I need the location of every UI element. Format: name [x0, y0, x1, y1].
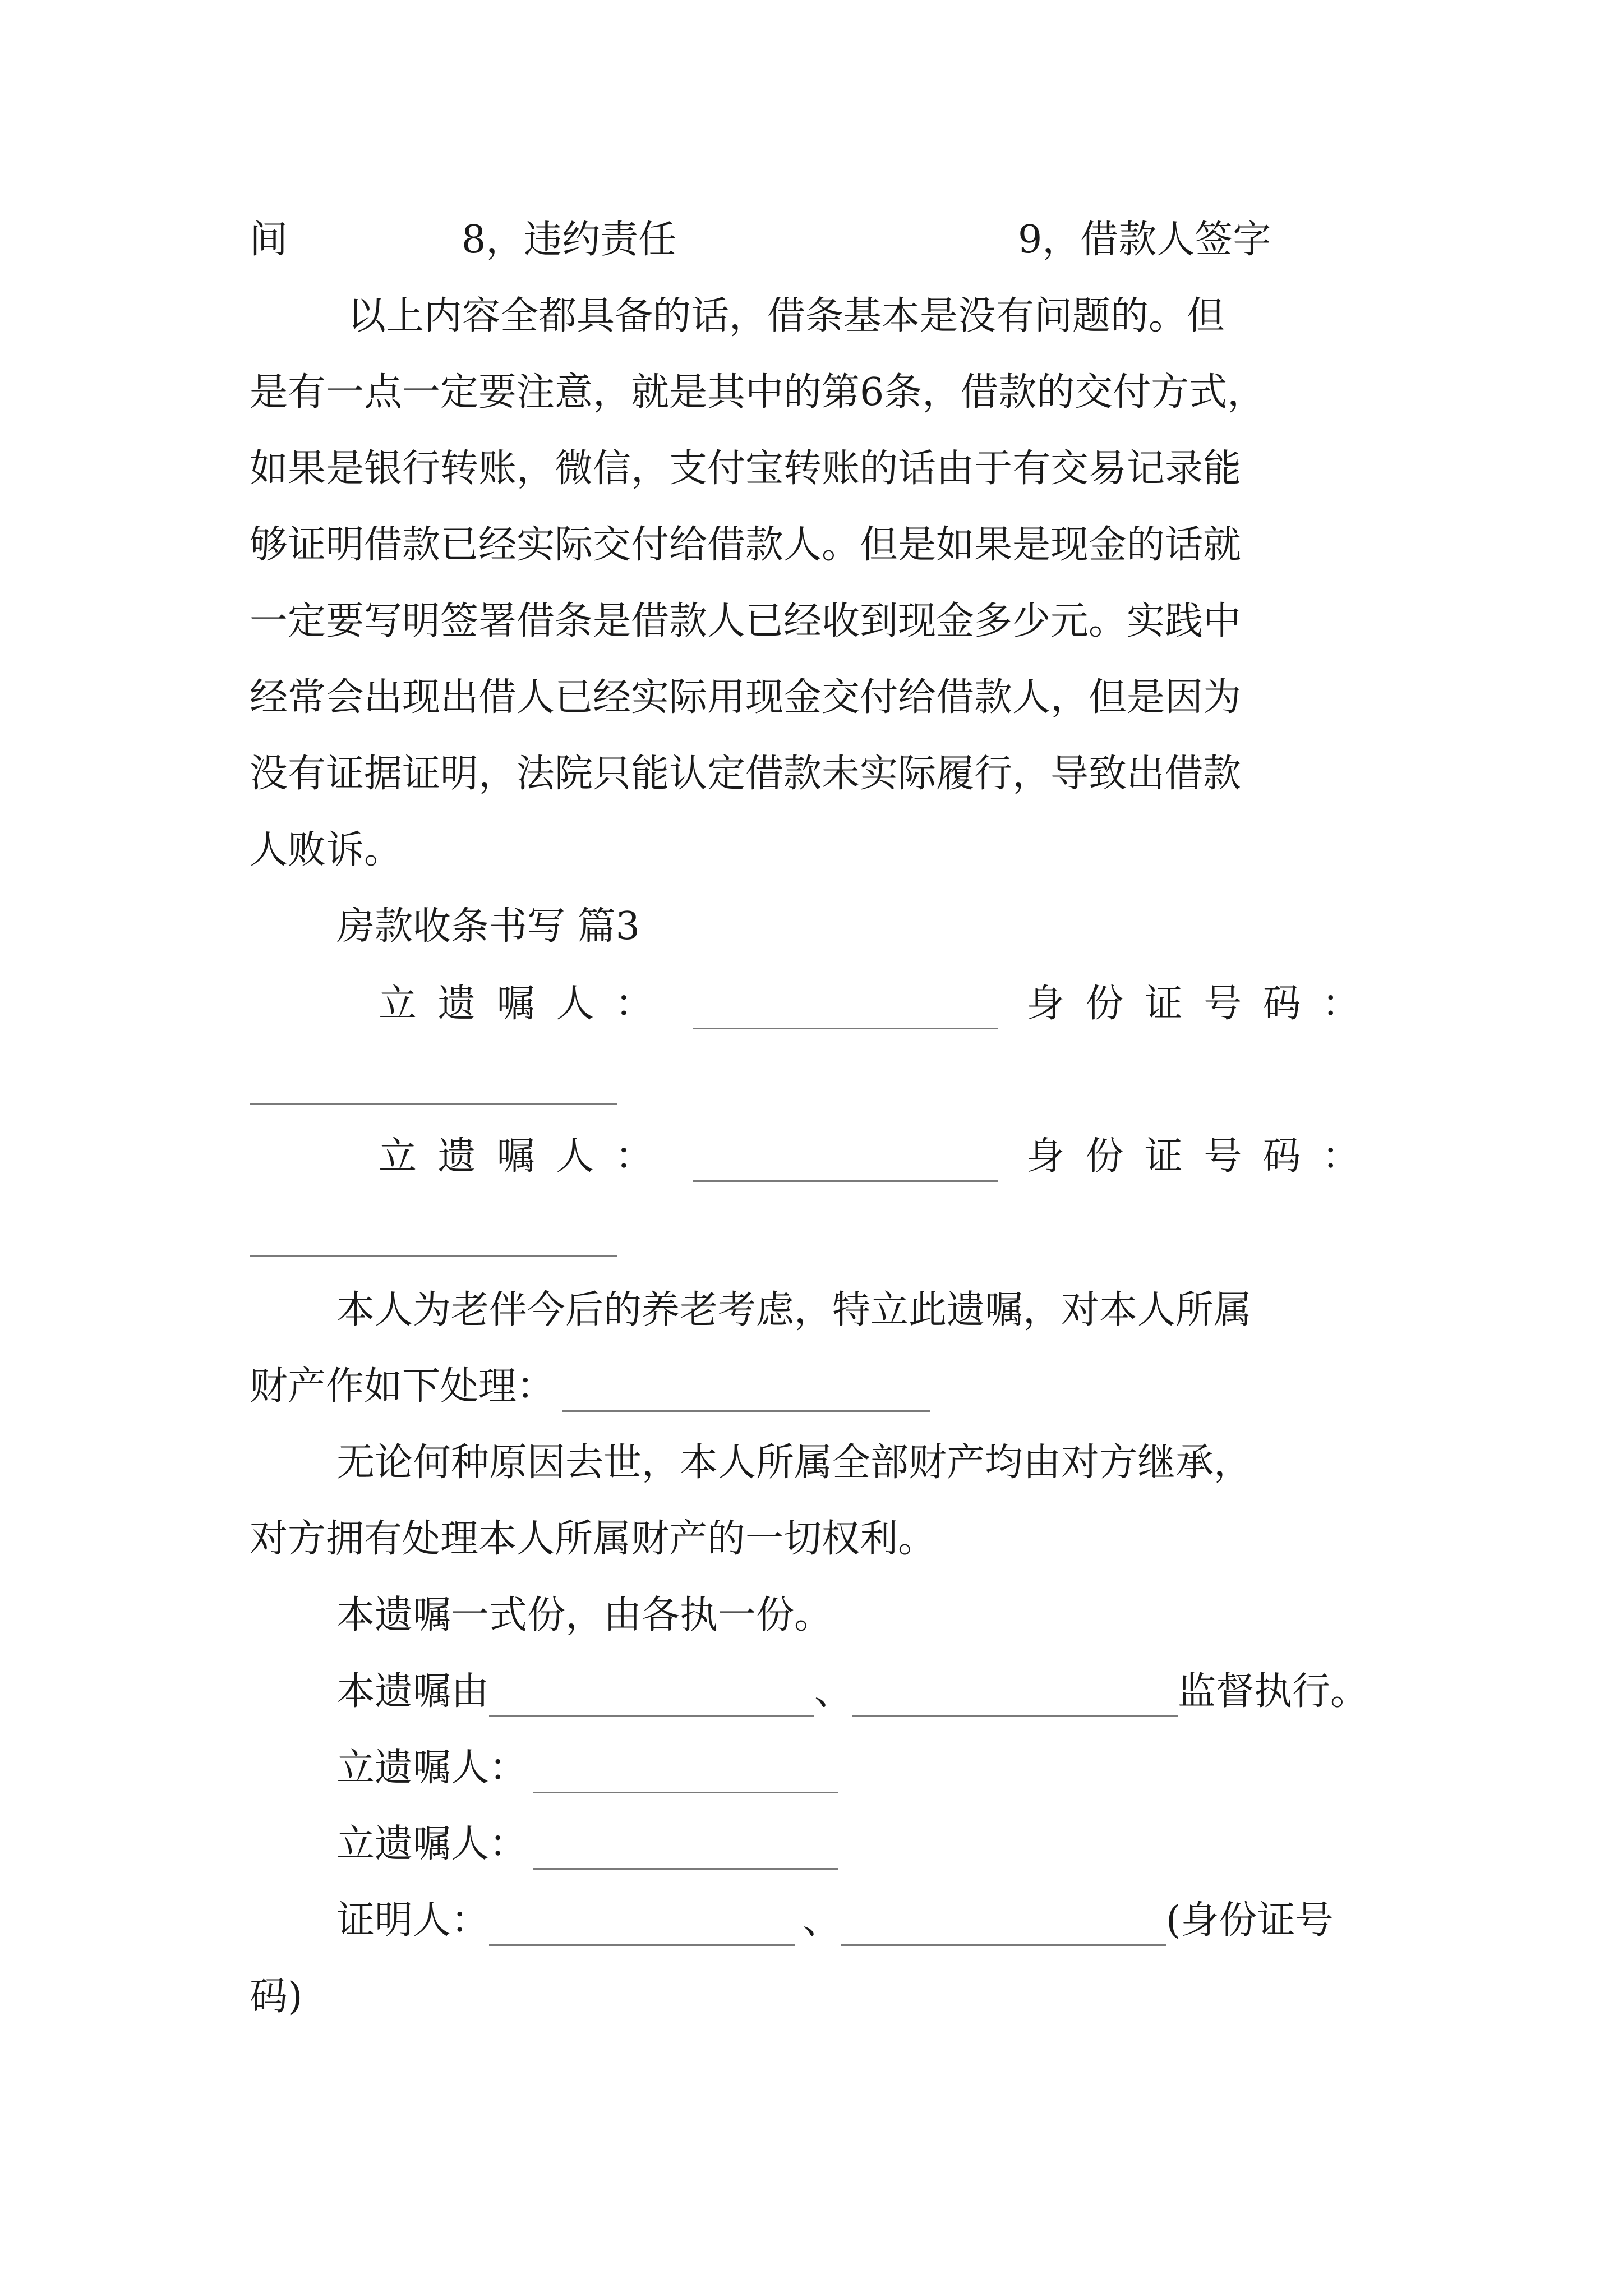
copies-line: 本遗嘱一式份，由各执一份。 — [336, 1593, 833, 1637]
top-line-col3: 9，借款人签字 — [1018, 218, 1271, 262]
para2-line — [250, 1361, 930, 1412]
signature-line — [336, 1743, 838, 1793]
witness-blank — [841, 1905, 1166, 1946]
testator-id-blank — [250, 1103, 617, 1105]
top-line-col1: 间 — [250, 218, 288, 262]
testator-id-blank — [250, 1255, 617, 1257]
witness-blank — [489, 1905, 795, 1946]
signature-blank — [533, 1752, 838, 1793]
signature-line — [336, 1819, 838, 1870]
section-heading: 房款收条书写 篇3 — [336, 904, 640, 949]
testator-id-label: 身份证号码： — [1026, 982, 1381, 1026]
para2-line: 本人为老伴今后的养老考虑，特立此遗嘱，对本人所属 — [336, 1288, 1252, 1332]
witness-label: 证明人： — [336, 1898, 490, 1943]
signature-label: 立遗嘱人： — [336, 1746, 528, 1790]
para3-line: 无论何种原因去世，本人所属全部财产均由对方继承， — [336, 1441, 1252, 1485]
testator-name-blank — [693, 1028, 998, 1029]
testator-label: 立遗嘱人： — [379, 1134, 675, 1179]
para3-line: 对方拥有处理本人所属财产的一切权利。 — [250, 1517, 937, 1561]
signature-blank — [533, 1829, 838, 1870]
testator-id-label: 身份证号码： — [1026, 1134, 1381, 1179]
testator-label: 立遗嘱人： — [379, 982, 675, 1026]
supervise-sep: 、 — [814, 1669, 853, 1714]
top-line-col2: 8，违约责任 — [462, 218, 677, 262]
supervisor-blank — [852, 1676, 1178, 1717]
para1-line: 没有证据证明，法院只能认定借款未实际履行，导致出借款 — [250, 752, 1242, 796]
supervisor-blank — [489, 1676, 814, 1717]
supervise-line — [336, 1667, 1368, 1717]
para1-line — [250, 367, 1385, 418]
witness-suffix: (身份证号 — [1166, 1898, 1334, 1943]
supervise-prefix: 本遗嘱由 — [336, 1669, 490, 1714]
para1-line: 一定要写明签署借条是借款人已经收到现金多少元。实践中 — [250, 599, 1242, 643]
para2-line-text: 财产作如下处理： — [250, 1364, 555, 1409]
para1-line: 人败诉。 — [250, 828, 403, 872]
signature-label: 立遗嘱人： — [336, 1822, 528, 1866]
para1-line: 够证明借款已经实际交付给借款人。但是如果是现金的话就 — [250, 523, 1242, 567]
para1-line-text: 是有一点一定要注意，就是其中的第6条，借款的交付方式， — [250, 370, 1266, 415]
witness-line — [336, 1895, 1334, 1946]
supervise-suffix: 监督执行。 — [1178, 1669, 1369, 1714]
testator-name-blank — [693, 1180, 998, 1182]
para1-line: 如果是银行转账，微信，支付宝转账的话由于有交易记录能 — [250, 447, 1242, 491]
para1-line: 经常会出现出借人已经实际用现金交付给借款人，但是因为 — [250, 675, 1242, 720]
disposition-blank — [562, 1371, 930, 1412]
witness-sep: 、 — [803, 1898, 841, 1943]
witness-tail: 码) — [250, 1975, 303, 2019]
para1-line: 以上内容全都具备的话，借条基本是没有问题的。但 — [348, 294, 1225, 338]
